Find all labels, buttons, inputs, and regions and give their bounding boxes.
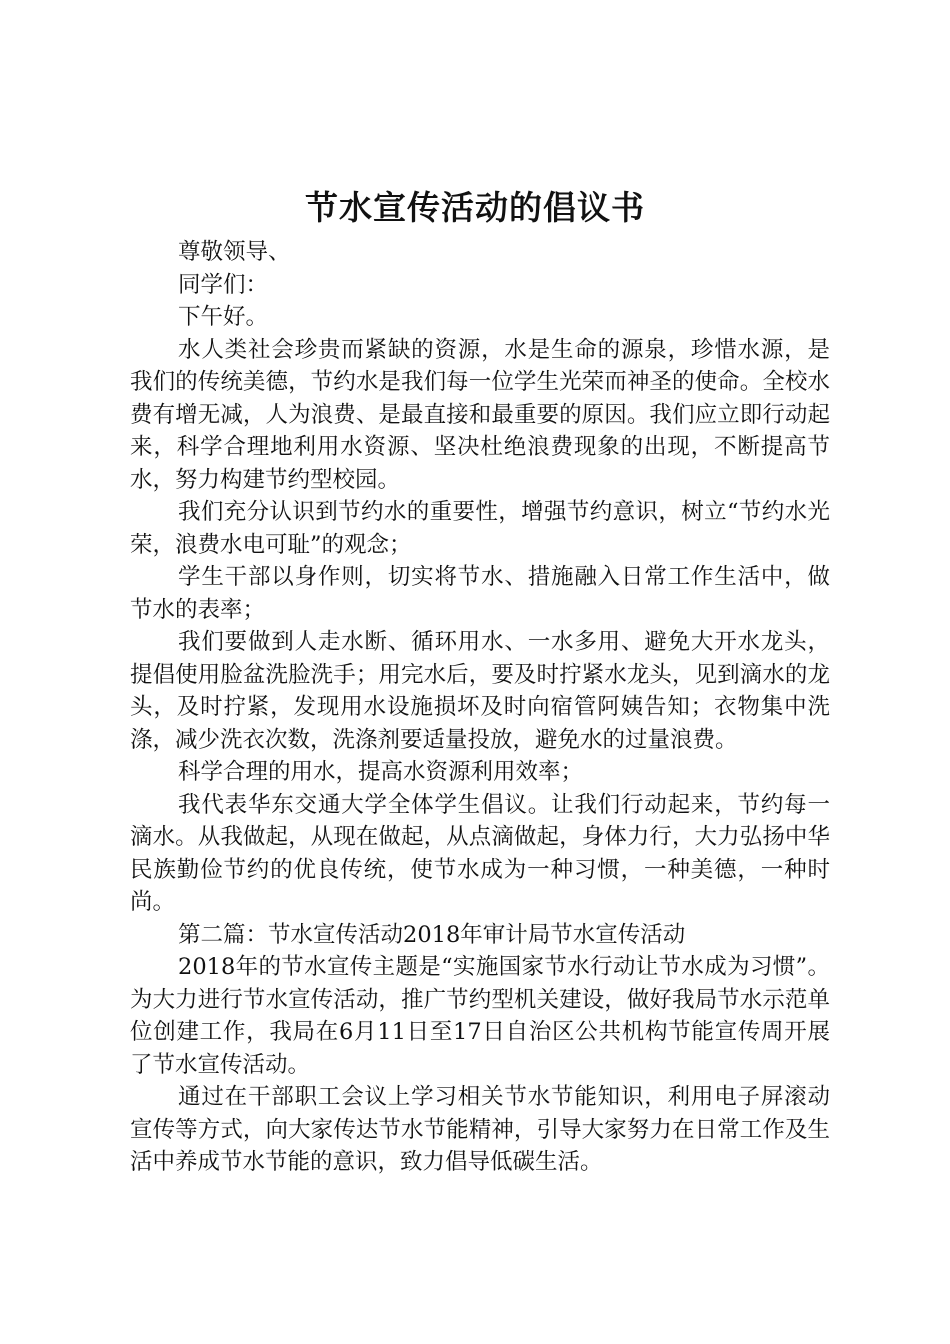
body-paragraph: 2018年的节水宣传主题是“实施国家节水行动让节水成为习惯”。为大力进行节水宣传活动，推广节约型机关建设，做好我局节水示范单位创建工作，我局在6月11日至17日自治区公共机构节能宣传周开展了节水宣传活动。 xyxy=(130,954,830,1078)
document-title: 节水宣传活动的倡议书 xyxy=(305,188,645,227)
body-paragraph: 我们充分认识到节约水的重要性，增强节约意识，树立“节约水光荣，浪费水电可耻”的观念； xyxy=(130,499,830,558)
document-body xyxy=(130,236,830,1179)
salutation-line: 尊敬领导、 xyxy=(178,239,291,265)
body-paragraph: 通过在干部职工会议上学习相关节水节能知识，利用电子屏滚动宣传等方式，向大家传达节水节能精神，引导大家努力在日常工作及生活中养成节水节能的意识，致力倡导低碳生活。 xyxy=(130,1084,830,1175)
body-paragraph: 科学合理的用水，提高水资源利用效率； xyxy=(178,759,584,785)
body-paragraph: 水人类社会珍贵而紧缺的资源，水是生命的源泉，珍惜水源，是我们的传统美德，节约水是我们每一位学生光荣而神圣的使命。全校水费有增无减，人为浪费、是最直接和最重要的原因。我们应立即行动起来，科学合理地利用水资源、坚决杜绝浪费现象的出现，不断提高节水，努力构建节约型校园。 xyxy=(130,336,830,493)
salutation-line: 同学们： xyxy=(178,271,269,298)
body-paragraph: 我代表华东交通大学全体学生倡议。让我们行动起来，节约每一滴水。从我做起，从现在做起，从点滴做起，身体力行，大力弘扬中华民族勤俭节约的优良传统，使节水成为一种习惯，一种美德，一种时尚。 xyxy=(130,791,830,915)
body-paragraph: 学生干部以身作则，切实将节水、措施融入日常工作生活中，做节水的表率； xyxy=(130,564,830,623)
body-paragraph: 我们要做到人走水断、循环用水、一水多用、避免大开水龙头，提倡使用脸盆洗脸洗手；用完水后，要及时拧紧水龙头，见到滴水的龙头，及时拧紧，发现用水设施损坏及时向宿管阿姨告知；衣物集中洗涤，减少洗衣次数，洗涤剂要适量投放，避免水的过量浪费。 xyxy=(130,629,830,753)
greeting-line: 下午好。 xyxy=(178,304,269,330)
section-heading: 第二篇：节水宣传活动2018年审计局节水宣传活动 xyxy=(178,921,686,948)
